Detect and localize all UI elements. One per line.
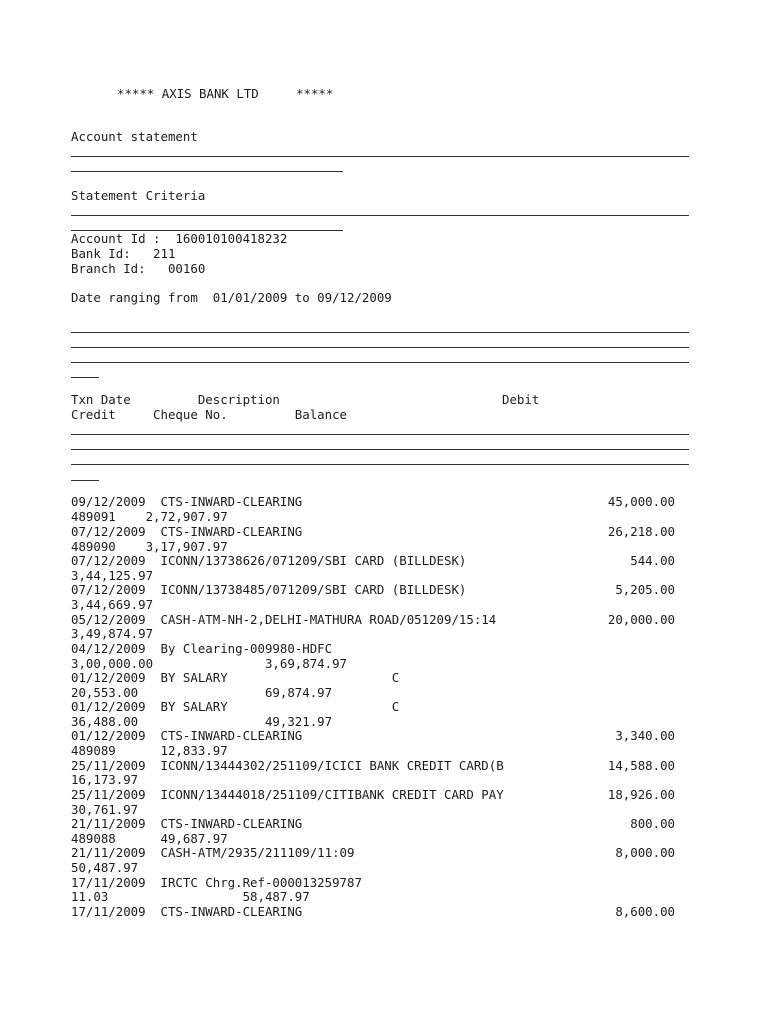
divider [71,480,99,481]
column-header-line2: Credit Cheque No. Balance [71,407,348,422]
statement-title: Account statement [71,129,198,144]
txn-line2: 30,761.97 [71,802,139,817]
account-id: Account Id : 160010100418232 [71,231,288,246]
divider [71,171,343,172]
txn-debit: 14,588.00 [607,758,675,773]
txn-line1: 07/12/2009 ICONN/13738626/071209/SBI CARD (BILLDESK) [71,553,467,568]
date-range: Date ranging from 01/01/2009 to 09/12/2009 [71,290,392,305]
txn-line2: 489091 2,72,907.97 [71,509,228,524]
divider [71,332,689,333]
divider [71,156,689,157]
txn-line1: 04/12/2009 By Clearing-009980-HDFC [71,641,333,656]
txn-line1: 21/11/2009 CTS-INWARD-CLEARING [71,816,303,831]
txn-debit: 18,926.00 [607,787,675,802]
divider [71,347,689,348]
divider [71,377,99,378]
txn-line1: 07/12/2009 CTS-INWARD-CLEARING [71,524,303,539]
divider [71,362,689,363]
txn-line2: 36,488.00 49,321.97 [71,714,333,729]
txn-line1: 09/12/2009 CTS-INWARD-CLEARING [71,494,303,509]
txn-line2: 16,173.97 [71,772,139,787]
txn-line1: 01/12/2009 CTS-INWARD-CLEARING [71,728,303,743]
divider [71,215,689,216]
txn-debit: 544.00 [630,553,675,568]
txn-debit: 8,000.00 [615,845,675,860]
txn-line2: 489090 3,17,907.97 [71,539,228,554]
txn-line1: 25/11/2009 ICONN/13444018/251109/CITIBANK CREDIT CARD PAY [71,787,504,802]
txn-line1: 05/12/2009 CASH-ATM-NH-2,DELHI-MATHURA ROAD/051209/15:14 [71,612,497,627]
column-header-line1: Txn Date Description [71,392,280,407]
txn-line2: 489088 49,687.97 [71,831,228,846]
txn-debit: 5,205.00 [615,582,675,597]
criteria-title: Statement Criteria [71,188,206,203]
bank-id: Bank Id: 211 [71,246,176,261]
txn-line2: 489089 12,833.97 [71,743,228,758]
divider [71,449,689,450]
txn-line1: 17/11/2009 CTS-INWARD-CLEARING [71,904,303,919]
txn-line2: 3,49,874.97 [71,626,154,641]
txn-line1: 01/12/2009 BY SALARY C [71,670,400,685]
txn-line1: 07/12/2009 ICONN/13738485/071209/SBI CARD (BILLDESK) [71,582,467,597]
txn-line1: 25/11/2009 ICONN/13444302/251109/ICICI BANK CREDIT CARD(B [71,758,504,773]
txn-line1: 21/11/2009 CASH-ATM/2935/211109/11:09 [71,845,355,860]
divider [71,434,689,435]
branch-id: Branch Id: 00160 [71,261,206,276]
txn-debit: 20,000.00 [607,612,675,627]
txn-line2: 11.03 58,487.97 [71,889,310,904]
txn-debit: 8,600.00 [615,904,675,919]
txn-line2: 3,44,125.97 [71,568,154,583]
txn-debit: 800.00 [630,816,675,831]
column-header-debit: Debit [502,392,540,407]
txn-line2: 3,00,000.00 3,69,874.97 [71,656,348,671]
txn-debit: 45,000.00 [607,494,675,509]
txn-debit: 3,340.00 [615,728,675,743]
txn-line2: 50,487.97 [71,860,139,875]
txn-line2: 3,44,669.97 [71,597,154,612]
txn-line1: 01/12/2009 BY SALARY C [71,699,400,714]
bank-title: ***** AXIS BANK LTD ***** [117,86,334,101]
txn-line1: 17/11/2009 IRCTC Chrg.Ref-000013259787 [71,875,362,890]
txn-line2: 20,553.00 69,874.97 [71,685,333,700]
txn-debit: 26,218.00 [607,524,675,539]
divider [71,464,689,465]
